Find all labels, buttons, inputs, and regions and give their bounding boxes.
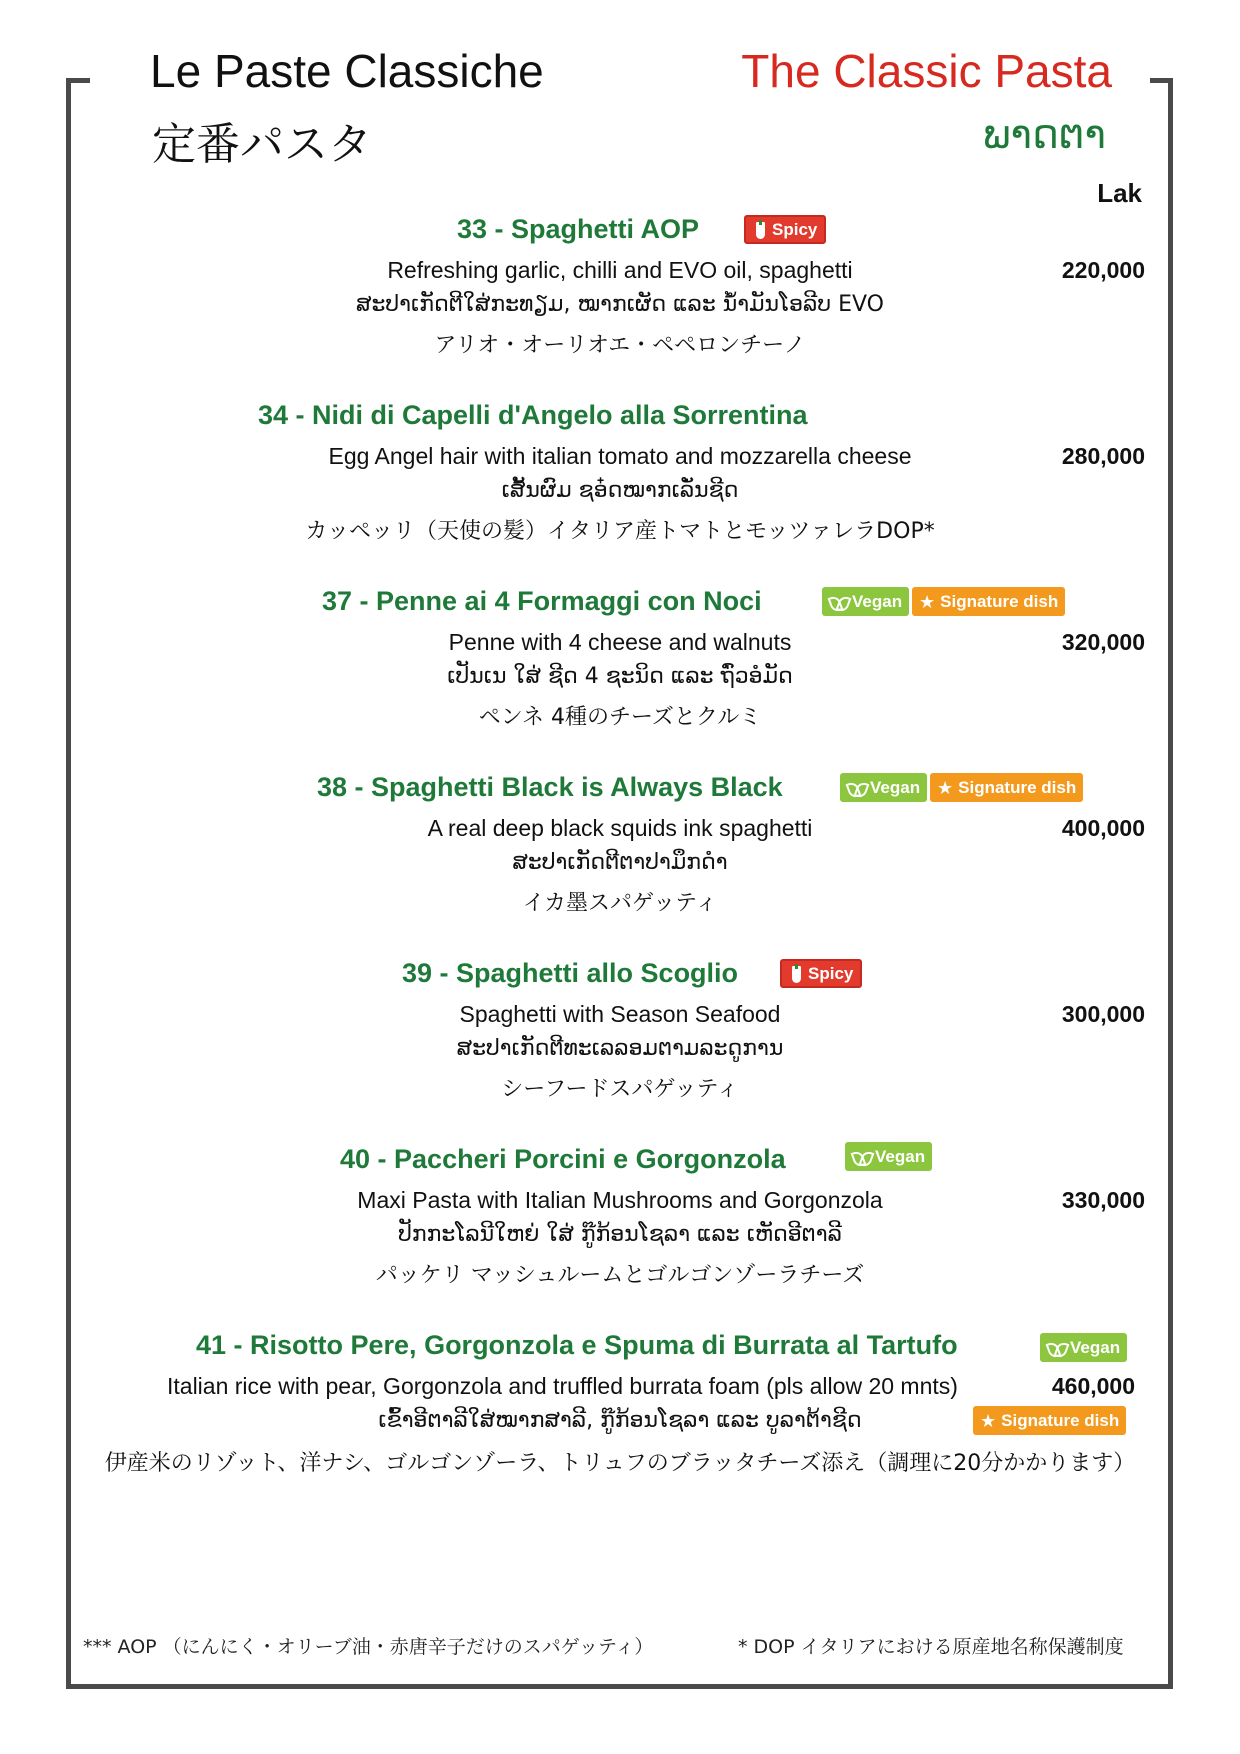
dish-description-english: Italian rice with pear, Gorgonzola and truffled burrata foam (pls allow 20 mnts) <box>167 1373 958 1399</box>
chili-icon <box>789 964 803 984</box>
dish-price: 400,000 <box>1061 815 1145 841</box>
menu-frame-top-left <box>66 78 90 83</box>
dish-title: 37 - Penne ai 4 Formaggi con Noci <box>322 586 762 616</box>
star-icon: ★ <box>937 777 954 798</box>
dish-description-english: Refreshing garlic, chilli and EVO oil, spaghetti <box>387 257 853 283</box>
dish-title: 33 - Spaghetti AOP <box>457 214 700 244</box>
dish-description-lao: ເຂົ້າອີຕາລີໃສ່ໝາກສາລີ, ກູ໊ກ້ອນໂຊລາ ແລະ ບູລາຕ້າຊີດ <box>378 1408 862 1433</box>
dish-description-japanese: カッペッリ（天使の髪）イタリア産トマトとモッツァレラDOP* <box>305 519 935 544</box>
dish-description-lao: ປັກກະໂລນີໃຫຍ່ ໃສ່ ກູ໊ກ້ອນໂຊລາ ແລະ ເຫັດອີຕາລີ <box>398 1222 842 1247</box>
vegan-badge: Vegan <box>840 773 927 802</box>
vegan-badge: Vegan <box>822 587 909 616</box>
footer-aop-note: *** AOP （にんにく・オリーブ油・赤唐辛子だけのスパゲッティ） <box>83 1636 654 1658</box>
dish-description-japanese: 伊産米のリゾット、洋ナシ、ゴルゴンゾーラ、トリュフのブラッタチーズ添え（調理に20分かかります） <box>104 1451 1136 1476</box>
dish-description-english: Maxi Pasta with Italian Mushrooms and Gorgonzola <box>357 1187 883 1213</box>
leaf-icon <box>1047 1340 1065 1356</box>
star-icon: ★ <box>919 591 936 612</box>
title-italian: Le Paste Classiche <box>150 45 544 97</box>
dish-description-lao: ສະປາເກັດຕີໃສ່ກະທຽມ, ໝາກເຜັດ ແລະ ນ້ຳມັນໂອລີບ EVO <box>356 292 884 317</box>
dish-title: 41 - Risotto Pere, Gorgonzola e Spuma di Burrata al Tartufo <box>196 1330 958 1360</box>
vegan-badge: Vegan <box>845 1142 932 1171</box>
menu-frame-top-right <box>1150 78 1173 83</box>
dish-description-japanese: アリオ・オーリオエ・ペペロンチーノ <box>434 333 806 358</box>
signature-dish-badge: ★ Signature dish <box>912 587 1065 616</box>
title-lao: ພາດຕາ <box>982 112 1106 158</box>
currency-label: Lak <box>1097 178 1142 208</box>
menu-frame-left <box>66 78 71 1689</box>
dish-description-lao: ສະປາເກັດຕີທະເລລອມຕາມລະດູການ <box>456 1036 784 1061</box>
title-japanese: 定番パスタ <box>152 119 372 170</box>
dish-title: 38 - Spaghetti Black is Always Black <box>317 772 783 802</box>
dish-title: 39 - Spaghetti allo Scoglio <box>402 958 739 988</box>
dish-description-lao: ສະປາເກັດຕີຕາປາມຶກດຳ <box>512 850 728 875</box>
dish-description-japanese: パッケリ マッシュルームとゴルゴンゾーラチーズ <box>375 1263 865 1288</box>
leaf-icon <box>829 594 847 610</box>
leaf-icon <box>852 1149 870 1165</box>
dish-description-english: Penne with 4 cheese and walnuts <box>448 629 792 655</box>
menu-frame-bottom <box>66 1684 1173 1689</box>
dish-price: 300,000 <box>1061 1001 1145 1027</box>
vegan-badge: Vegan <box>1040 1333 1127 1362</box>
dish-title: 40 - Paccheri Porcini e Gorgonzola <box>340 1144 786 1174</box>
leaf-icon <box>847 780 865 796</box>
chili-icon <box>753 220 767 240</box>
spicy-badge: Spicy <box>744 215 826 244</box>
dish-description-english: Egg Angel hair with italian tomato and mozzarella cheese <box>328 443 912 469</box>
dish-description-japanese: ペンネ 4種のチーズとクルミ <box>478 705 762 730</box>
dish-title: 34 - Nidi di Capelli d'Angelo alla Sorrentina <box>258 400 808 430</box>
dish-description-japanese: イカ墨スパゲッティ <box>522 891 718 916</box>
footer-dop-note: * DOP イタリアにおける原産地名称保護制度 <box>738 1636 1124 1658</box>
star-icon: ★ <box>980 1410 997 1431</box>
signature-dish-badge: ★ Signature dish <box>973 1406 1126 1435</box>
menu-frame-right <box>1168 78 1173 1689</box>
dish-price: 320,000 <box>1061 629 1145 655</box>
dish-description-lao: ເສັ້ນຜົມ ຊອ໋ດໝາກເລັ່ນຊີດ <box>501 478 739 503</box>
spicy-badge: Spicy <box>780 959 862 988</box>
dish-price: 220,000 <box>1061 257 1145 283</box>
dish-description-english: A real deep black squids ink spaghetti <box>427 815 813 841</box>
dish-price: 280,000 <box>1061 443 1145 469</box>
signature-dish-badge: ★ Signature dish <box>930 773 1083 802</box>
dish-price: 330,000 <box>1061 1187 1145 1213</box>
dish-price: 460,000 <box>1051 1373 1135 1399</box>
dish-description-english: Spaghetti with Season Seafood <box>459 1001 781 1027</box>
title-english: The Classic Pasta <box>741 45 1112 97</box>
dish-description-lao: ເປັນເນ ໃສ່ ຊີດ 4 ຊະນິດ ແລະ ຖົ່ວອໍມັດ <box>447 664 793 689</box>
dish-description-japanese: シーフードスパゲッティ <box>501 1077 739 1102</box>
